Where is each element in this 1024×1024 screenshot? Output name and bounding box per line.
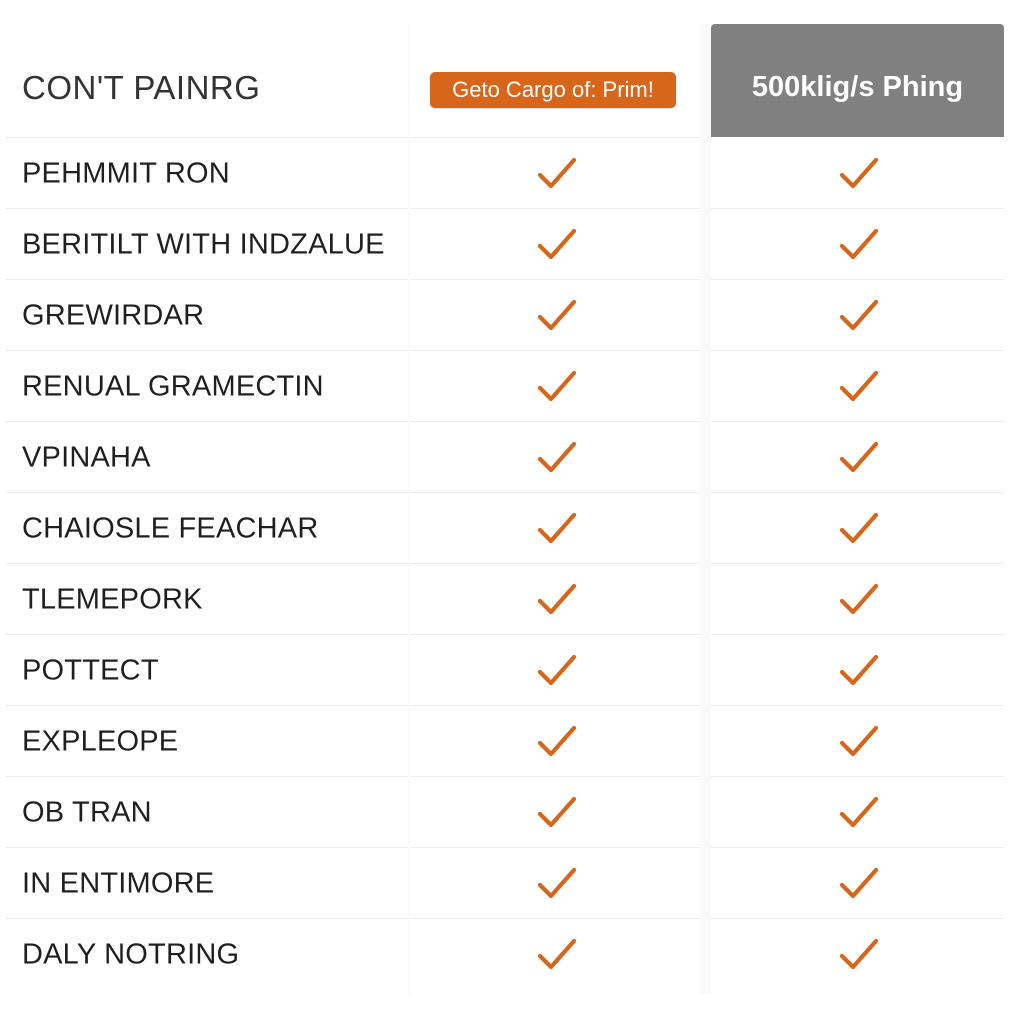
- feature-label: GREWIRDAR: [22, 299, 205, 331]
- check-icon: [536, 653, 578, 689]
- check-icon: [838, 511, 880, 547]
- table-row: [6, 351, 1004, 422]
- check-icon: [536, 724, 578, 760]
- feature-label: RENUAL GRAMECTIN: [22, 370, 324, 402]
- table-row: [6, 919, 1004, 990]
- check-icon: [536, 866, 578, 902]
- check-icon: [838, 795, 880, 831]
- check-icon: [536, 156, 578, 192]
- table-row: [6, 564, 1004, 635]
- table-row: [6, 493, 1004, 564]
- table-title: CON'T PAINRG: [22, 69, 261, 106]
- comparison-table: [6, 24, 1004, 994]
- feature-label: EXPLEOPE: [22, 725, 179, 757]
- check-icon: [838, 866, 880, 902]
- check-icon: [536, 795, 578, 831]
- table-row: [6, 280, 1004, 351]
- check-icon: [536, 937, 578, 973]
- table-row: [6, 706, 1004, 777]
- table-row: [6, 635, 1004, 706]
- feature-label: IN ENTIMORE: [22, 867, 215, 899]
- check-icon: [838, 937, 880, 973]
- feature-label: DALY NOTRING: [22, 938, 240, 970]
- check-icon: [838, 298, 880, 334]
- check-icon: [838, 724, 880, 760]
- check-icon: [838, 369, 880, 405]
- table-row: [6, 848, 1004, 919]
- check-icon: [838, 440, 880, 476]
- feature-label: BERITILT WITH INDZALUE: [22, 228, 385, 260]
- check-icon: [838, 227, 880, 263]
- feature-label: CHAIOSLE FEACHAR: [22, 512, 319, 544]
- feature-label: TLEMEPORK: [22, 583, 203, 615]
- check-icon: [536, 227, 578, 263]
- feature-label: PEHMMIT RON: [22, 157, 230, 189]
- plan-a-header-badge[interactable]: Geto Cargo of: Prim!: [430, 72, 676, 108]
- check-icon: [838, 653, 880, 689]
- table-row: [6, 209, 1004, 280]
- table-row: [6, 422, 1004, 493]
- check-icon: [536, 298, 578, 334]
- check-icon: [838, 582, 880, 618]
- feature-label: OB TRAN: [22, 796, 152, 828]
- check-icon: [838, 156, 880, 192]
- plan-b-header[interactable]: 500klig/s Phing: [711, 24, 1004, 137]
- check-icon: [536, 369, 578, 405]
- feature-label: VPINAHA: [22, 441, 151, 473]
- check-icon: [536, 440, 578, 476]
- table-row: [6, 777, 1004, 848]
- check-icon: [536, 511, 578, 547]
- feature-label: POTTECT: [22, 654, 159, 686]
- table-row: [6, 138, 1004, 209]
- check-icon: [536, 582, 578, 618]
